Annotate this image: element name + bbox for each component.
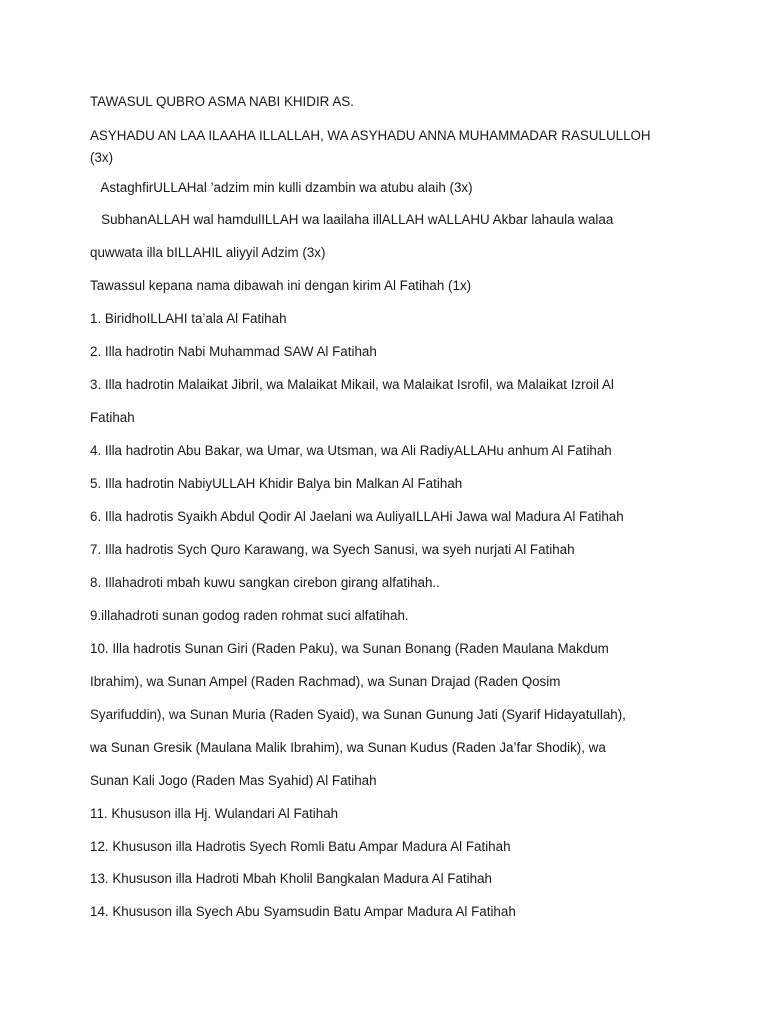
list-item-3-line-1: 3. Illa hadrotin Malaikat Jibril, wa Malaikat Mikail, wa Malaikat Isrofil, wa Malaikat Izroil Al [90, 377, 614, 392]
list-item-12: 12. Khususon illa Hadrotis Syech Romli Batu Ampar Madura Al Fatihah [90, 839, 511, 854]
tasbih-line-1: SubhanALLAH wal hamdulILLAH wa laailaha illALLAH wALLAHU Akbar lahaula walaa [90, 212, 614, 227]
list-item-2: 2. Illa hadrotin Nabi Muhammad SAW Al Fatihah [90, 344, 377, 359]
list-item-10-line-4: wa Sunan Gresik (Maulana Malik Ibrahim), wa Sunan Kudus (Raden Ja’far Shodik), wa [90, 740, 606, 755]
list-item-10-line-2: Ibrahim), wa Sunan Ampel (Raden Rachmad), wa Sunan Drajad (Raden Qosim [90, 674, 561, 689]
list-item-7: 7. Illa hadrotis Sych Quro Karawang, wa Syech Sanusi, wa syeh nurjati Al Fatihah [90, 542, 575, 557]
list-item-1: 1. BiridhoILLAHI ta’ala Al Fatihah [90, 311, 287, 326]
list-item-5: 5. Illa hadrotin NabiyULLAH Khidir Balya bin Malkan Al Fatihah [90, 476, 463, 491]
list-item-8: 8. Illahadroti mbah kuwu sangkan cirebon girang alfatihah.. [90, 575, 440, 590]
list-item-11: 11. Khususon illa Hj. Wulandari Al Fatihah [90, 806, 339, 821]
list-item-3-line-2: Fatihah [90, 410, 135, 425]
list-item-6: 6. Illa hadrotis Syaikh Abdul Qodir Al Jaelani wa AuliyaILLAHi Jawa wal Madura Al Fatihah [90, 509, 624, 524]
list-item-13: 13. Khususon illa Hadroti Mbah Kholil Bangkalan Madura Al Fatihah [90, 871, 492, 886]
istighfar-paragraph: AstaghfirULLAHal ’adzim min kulli dzambin wa atubu alaih (3x) [90, 180, 473, 195]
list-item-9: 9.illahadroti sunan godog raden rohmat suci alfatihah. [90, 608, 409, 623]
list-item-10-line-5: Sunan Kali Jogo (Raden Mas Syahid) Al Fatihah [90, 773, 377, 788]
tasbih-line-2: quwwata illa bILLAHIL aliyyil Adzim (3x) [90, 245, 326, 260]
list-item-14: 14. Khususon illa Syech Abu Syamsudin Batu Ampar Madura Al Fatihah [90, 904, 516, 919]
intro-paragraph: Tawassul kepana nama dibawah ini dengan kirim Al Fatihah (1x) [90, 278, 472, 293]
document-title: TAWASUL QUBRO ASMA NABI KHIDIR AS. [90, 94, 354, 109]
syahadat-paragraph: ASYHADU AN LAA ILAAHA ILLALLAH, WA ASYHADU ANNA MUHAMMADAR RASULULLOH (3x) [90, 128, 651, 165]
list-item-10-line-1: 10. Illa hadrotis Sunan Giri (Raden Paku), wa Sunan Bonang (Raden Maulana Makdum [90, 641, 609, 656]
list-item-4: 4. Illa hadrotin Abu Bakar, wa Umar, wa Utsman, wa Ali RadiyALLAHu anhum Al Fatihah [90, 443, 612, 458]
list-item-10-line-3: Syarifuddin), wa Sunan Muria (Raden Syaid), wa Sunan Gunung Jati (Syarif Hidayatullah), [90, 707, 626, 722]
